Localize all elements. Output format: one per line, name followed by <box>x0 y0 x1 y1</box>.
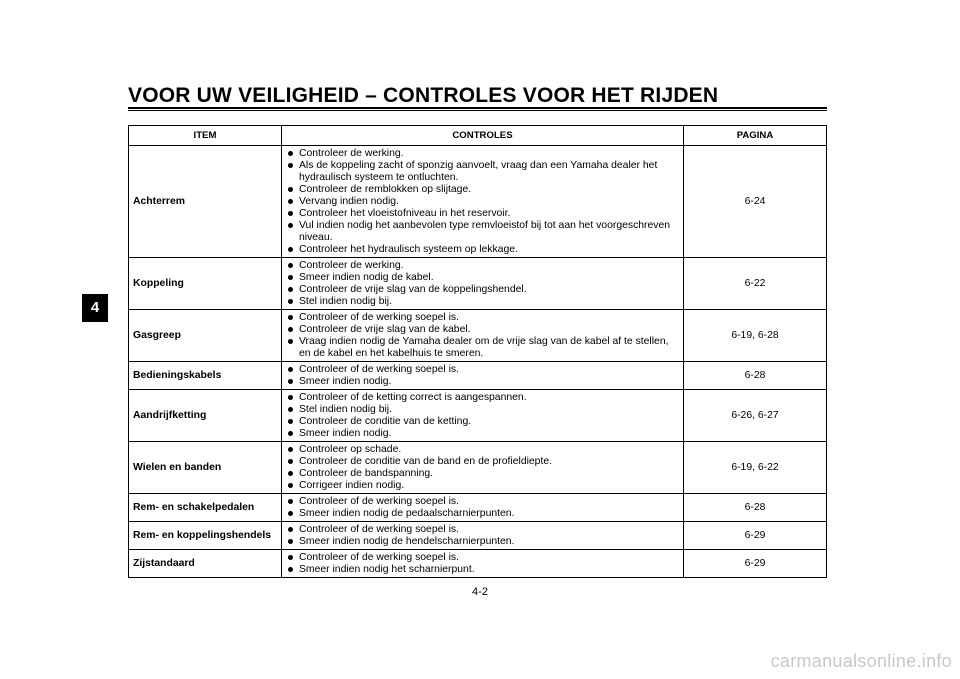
check-item: Controleer of de werking soepel is. <box>287 496 679 508</box>
check-item: Controleer de conditie van de ketting. <box>287 416 679 428</box>
controls-table <box>128 125 827 578</box>
checks-cell <box>282 146 684 258</box>
page-title: VOOR UW VEILIGHEID – CONTROLES VOOR HET RIJDEN <box>128 84 719 107</box>
check-item: Controleer het hydraulisch systeem op lekkage. <box>287 244 679 256</box>
check-item: Stel indien nodig bij. <box>287 296 679 308</box>
check-list <box>287 260 679 308</box>
title-rule-thin <box>128 110 827 111</box>
check-item: Controleer of de werking soepel is. <box>287 312 679 324</box>
table-row <box>129 310 827 362</box>
table-row <box>129 390 827 442</box>
page-ref-cell: 6-19, 6-22 <box>684 442 827 494</box>
check-item: Controleer de werking. <box>287 260 679 272</box>
check-item: Smeer indien nodig het scharnierpunt. <box>287 564 679 576</box>
item-cell: Zijstandaard <box>129 550 282 578</box>
page-ref-cell: 6-19, 6-28 <box>684 310 827 362</box>
checks-cell <box>282 310 684 362</box>
header-controles: CONTROLES <box>282 126 684 146</box>
page-ref-cell: 6-29 <box>684 522 827 550</box>
check-item: Controleer het vloeistofniveau in het reservoir. <box>287 208 679 220</box>
table-row <box>129 362 827 390</box>
check-item: Smeer indien nodig. <box>287 376 679 388</box>
check-list <box>287 312 679 360</box>
check-list <box>287 496 679 520</box>
table-row <box>129 522 827 550</box>
check-list <box>287 524 679 548</box>
page-ref-cell: 6-29 <box>684 550 827 578</box>
item-cell: Wielen en banden <box>129 442 282 494</box>
check-item: Vervang indien nodig. <box>287 196 679 208</box>
table-row <box>129 494 827 522</box>
check-item: Controleer de bandspanning. <box>287 468 679 480</box>
check-item: Controleer de vrije slag van de koppelingshendel. <box>287 284 679 296</box>
check-item: Stel indien nodig bij. <box>287 404 679 416</box>
checks-cell <box>282 442 684 494</box>
table-row <box>129 258 827 310</box>
check-item: Controleer de vrije slag van de kabel. <box>287 324 679 336</box>
table-header-row <box>129 126 827 146</box>
page-ref-cell: 6-24 <box>684 146 827 258</box>
item-cell: Rem- en schakelpedalen <box>129 494 282 522</box>
page-ref-cell: 6-28 <box>684 362 827 390</box>
check-list <box>287 148 679 256</box>
chapter-tab[interactable]: 4 <box>82 294 108 322</box>
checks-cell <box>282 494 684 522</box>
check-item: Als de koppeling zacht of sponzig aanvoelt, vraag dan een Yamaha dealer het hydraulisch systeem te ontluchten. <box>287 160 679 184</box>
page-number: 4-2 <box>472 586 488 598</box>
item-cell: Achterrem <box>129 146 282 258</box>
table-body <box>129 146 827 578</box>
check-item: Smeer indien nodig de kabel. <box>287 272 679 284</box>
check-item: Smeer indien nodig. <box>287 428 679 440</box>
check-item: Vraag indien nodig de Yamaha dealer om de vrije slag van de kabel af te stellen, en de kabel en het kabelhuis te smeren. <box>287 336 679 360</box>
item-cell: Gasgreep <box>129 310 282 362</box>
page-ref-cell: 6-22 <box>684 258 827 310</box>
check-item: Smeer indien nodig de hendelscharnierpunten. <box>287 536 679 548</box>
check-item: Controleer of de werking soepel is. <box>287 552 679 564</box>
page-ref-cell: 6-26, 6-27 <box>684 390 827 442</box>
header-pagina: PAGINA <box>684 126 827 146</box>
check-list <box>287 552 679 576</box>
check-item: Controleer de werking. <box>287 148 679 160</box>
checks-cell <box>282 362 684 390</box>
check-item: Controleer de conditie van de band en de profieldiepte. <box>287 456 679 468</box>
title-rule-thick <box>128 107 827 109</box>
table-row <box>129 442 827 494</box>
check-list <box>287 364 679 388</box>
check-item: Controleer of de werking soepel is. <box>287 524 679 536</box>
checks-cell <box>282 522 684 550</box>
checks-cell <box>282 390 684 442</box>
check-item: Controleer of de werking soepel is. <box>287 364 679 376</box>
check-item: Controleer of de ketting correct is aangespannen. <box>287 392 679 404</box>
header-item: ITEM <box>129 126 282 146</box>
item-cell: Rem- en koppelingshendels <box>129 522 282 550</box>
item-cell: Koppeling <box>129 258 282 310</box>
check-item: Controleer op schade. <box>287 444 679 456</box>
watermark: carmanualsonline.info <box>770 651 952 671</box>
check-item: Corrigeer indien nodig. <box>287 480 679 492</box>
check-item: Controleer de remblokken op slijtage. <box>287 184 679 196</box>
check-list <box>287 392 679 440</box>
checks-cell <box>282 550 684 578</box>
check-list <box>287 444 679 492</box>
item-cell: Bedieningskabels <box>129 362 282 390</box>
page-ref-cell: 6-28 <box>684 494 827 522</box>
check-item: Vul indien nodig het aanbevolen type remvloeistof bij tot aan het voorgeschreven niveau. <box>287 220 679 244</box>
table-row <box>129 146 827 258</box>
checks-cell <box>282 258 684 310</box>
check-item: Smeer indien nodig de pedaalscharnierpunten. <box>287 508 679 520</box>
table-row <box>129 550 827 578</box>
item-cell: Aandrijfketting <box>129 390 282 442</box>
